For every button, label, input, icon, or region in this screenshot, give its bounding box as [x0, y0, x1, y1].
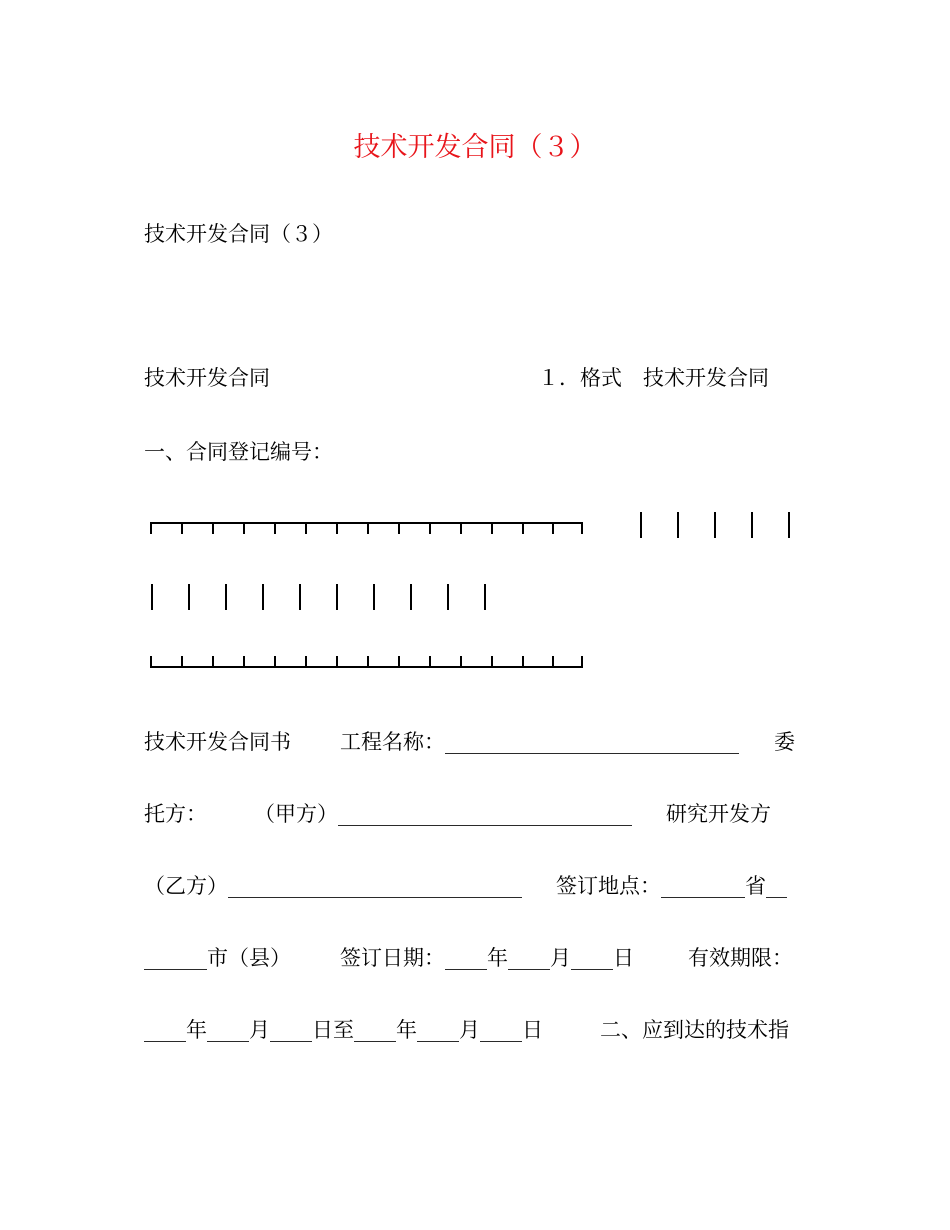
- grid-tick: [336, 522, 338, 534]
- grid-tick: [522, 656, 524, 668]
- developer-label: 研究开发方: [666, 802, 771, 826]
- grid-bar: [373, 584, 375, 610]
- grid-tick: [274, 522, 276, 534]
- grid-tick: [522, 522, 524, 534]
- grid-tick: [581, 656, 583, 668]
- project-name-field: 工程名称：____________________________: [340, 730, 739, 754]
- client-label: 托方：: [144, 802, 207, 826]
- grid-bar: [336, 584, 338, 610]
- grid-tick: [305, 522, 307, 534]
- grid-tick: [581, 522, 583, 534]
- validity-period-field: ____年____月____日至____年____月____日: [144, 1018, 543, 1042]
- grid-bar: [188, 584, 190, 610]
- grid-bar: [410, 584, 412, 610]
- contract-label: 技术开发合同: [144, 366, 270, 390]
- grid-tick: [274, 656, 276, 668]
- tech-index-heading: 二、应到达的技术指: [600, 1018, 789, 1042]
- contract-book-label: 技术开发合同书: [144, 730, 291, 754]
- grid-bar: [714, 512, 716, 538]
- grid-bar: [299, 584, 301, 610]
- grid-tick: [552, 656, 554, 668]
- grid-tick: [460, 656, 462, 668]
- grid-tick: [243, 656, 245, 668]
- validity-label: 有效期限：: [688, 946, 793, 970]
- wei-char: 委: [774, 730, 795, 754]
- grid-tick: [243, 522, 245, 534]
- grid-tick: [212, 522, 214, 534]
- registration-number-label: 一、合同登记编号：: [144, 440, 333, 464]
- grid-tick: [367, 656, 369, 668]
- grid-tick: [336, 656, 338, 668]
- signing-place-field: 签订地点：________省__: [556, 874, 787, 898]
- grid-bar: [788, 512, 790, 538]
- format-label: １．格式 技术开发合同: [538, 366, 769, 390]
- grid-tick: [491, 656, 493, 668]
- grid-bar: [640, 512, 642, 538]
- grid-tick: [552, 522, 554, 534]
- subtitle: 技术开发合同（３）: [144, 222, 333, 246]
- grid-bar: [751, 512, 753, 538]
- grid-tick: [150, 522, 152, 534]
- grid-bar: [484, 584, 486, 610]
- grid-tick: [491, 522, 493, 534]
- grid-tick: [367, 522, 369, 534]
- document-title: 技术开发合同（３）: [353, 132, 597, 163]
- grid-tick: [398, 522, 400, 534]
- grid-tick: [305, 656, 307, 668]
- grid-tick: [429, 522, 431, 534]
- grid-tick: [181, 656, 183, 668]
- grid-tick: [181, 522, 183, 534]
- city-county-field: ______市（县）: [144, 946, 291, 970]
- grid-tick: [429, 656, 431, 668]
- party-a-field: （甲方）____________________________: [254, 802, 632, 826]
- grid-bar: [262, 584, 264, 610]
- signing-date-field: 签订日期：____年____月____日: [340, 946, 634, 970]
- party-b-field: （乙方）____________________________: [144, 874, 522, 898]
- grid-tick: [398, 656, 400, 668]
- grid-tick: [150, 656, 152, 668]
- grid-bar: [225, 584, 227, 610]
- grid-bar: [151, 584, 153, 610]
- grid-bar: [447, 584, 449, 610]
- grid-tick: [212, 656, 214, 668]
- grid-tick: [460, 522, 462, 534]
- grid-bar: [677, 512, 679, 538]
